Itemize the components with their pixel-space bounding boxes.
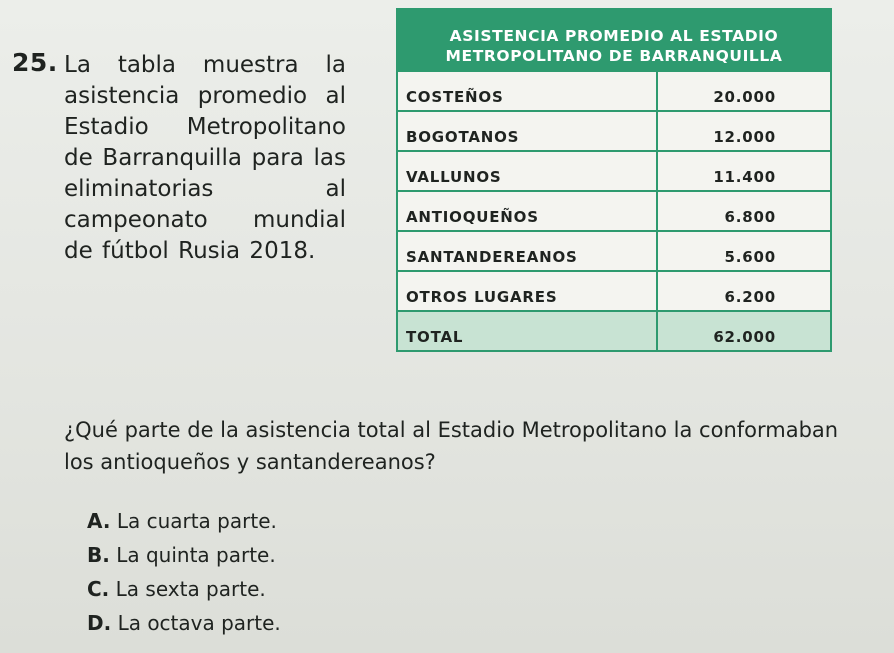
table-row (397, 151, 831, 191)
row-label: VALLUNOS (397, 151, 657, 191)
question-prompt: ¿Qué parte de la asistencia total al Estadio Metropolitano la conformaban los antioqueños y santandereanos? (64, 418, 839, 474)
option-text: La quinta parte. (116, 543, 276, 567)
table-total-row (397, 311, 831, 351)
option-letter: C. (87, 577, 110, 601)
table-row (397, 111, 831, 151)
total-value: 62.000 (657, 311, 831, 351)
table-row (397, 71, 831, 111)
option-letter: B. (87, 543, 110, 567)
total-label: TOTAL (397, 311, 657, 351)
table-title-line-2: METROPOLITANO DE BARRANQUILLA (445, 47, 783, 65)
attendance-table-grid (396, 70, 832, 352)
option-d[interactable] (87, 606, 281, 640)
row-value: 11.400 (657, 151, 831, 191)
table-title (396, 14, 832, 70)
row-label: OTROS LUGARES (397, 271, 657, 311)
row-value: 20.000 (657, 71, 831, 111)
question-intro: La tabla muestra la asistencia promedio al Estadio Metropolitano de Barranquilla para las eliminatorias al campeonato mundial de fútbol Rusia 2018. (64, 52, 346, 264)
row-label: SANTANDEREANOS (397, 231, 657, 271)
option-c[interactable] (87, 572, 281, 606)
option-letter: A. (87, 509, 111, 533)
option-text: La sexta parte. (115, 577, 266, 601)
row-label: BOGOTANOS (397, 111, 657, 151)
row-label: COSTEÑOS (397, 71, 657, 111)
row-value: 6.800 (657, 191, 831, 231)
option-b[interactable] (87, 538, 281, 572)
option-letter: D. (87, 611, 112, 635)
option-a[interactable] (87, 504, 281, 538)
question-number: 25. (12, 48, 58, 77)
row-value: 6.200 (657, 271, 831, 311)
option-text: La octava parte. (117, 611, 281, 635)
attendance-table (396, 8, 832, 352)
row-label: ANTIOQUEÑOS (397, 191, 657, 231)
table-row (397, 271, 831, 311)
row-value: 12.000 (657, 111, 831, 151)
table-title-line-1: ASISTENCIA PROMEDIO AL ESTADIO (449, 27, 779, 45)
table-row (397, 231, 831, 271)
option-text: La cuarta parte. (116, 509, 277, 533)
table-row (397, 191, 831, 231)
row-value: 5.600 (657, 231, 831, 271)
answer-options (87, 504, 281, 640)
